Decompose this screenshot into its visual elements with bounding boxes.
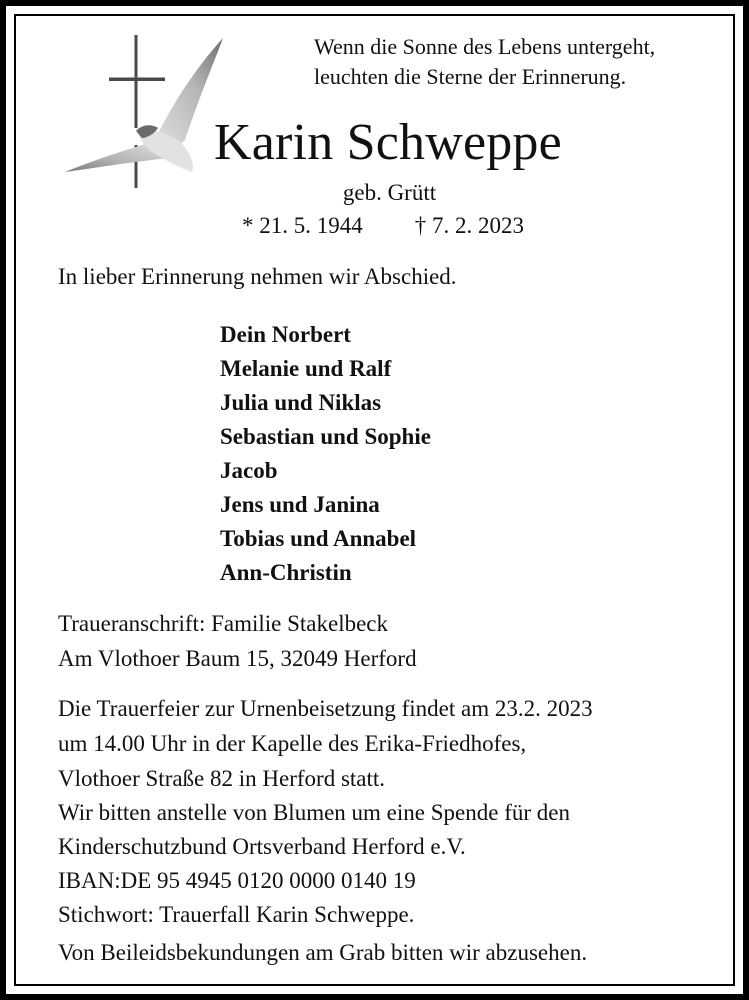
motto-line: Wenn die Sonne des Lebens untergeht, xyxy=(314,34,656,59)
ceremony-line: Vlothoer Straße 82 in Herford statt. xyxy=(58,766,386,791)
cross-icon xyxy=(109,35,165,188)
donation-info xyxy=(58,796,570,932)
mourner-item: Melanie und Ralf xyxy=(220,356,392,381)
mourning-address xyxy=(58,606,417,676)
ceremony-line: Die Trauerfeier zur Urnenbeisetzung findet am 23.2. 2023 xyxy=(58,696,593,721)
mourner-item: Tobias und Annabel xyxy=(220,526,417,551)
dove-icon xyxy=(65,38,223,172)
mourner-item: Jacob xyxy=(220,458,278,483)
mourner-item: Jens und Janina xyxy=(220,492,380,517)
mourner-item: Sebastian und Sophie xyxy=(220,424,431,449)
donation-line: Wir bitten anstelle von Blumen um eine Spende für den xyxy=(58,800,570,825)
life-dates xyxy=(242,211,524,241)
farewell-text: In lieber Erinnerung nehmen wir Abschied. xyxy=(58,264,457,289)
mourner-item: Dein Norbert xyxy=(220,322,351,347)
closing-note: Von Beileidsbekundungen am Grab bitten wir abzusehen. xyxy=(58,940,588,965)
death-date: † 7. 2. 2023 xyxy=(414,213,524,238)
maiden-name: geb. Grütt xyxy=(342,180,437,205)
motto-line: leuchten die Sterne der Erinnerung. xyxy=(314,64,627,89)
deceased-name: Karin Schweppe xyxy=(214,114,562,171)
cross-and-dove-icon xyxy=(55,30,240,195)
mourner-item: Ann-Christin xyxy=(220,560,352,585)
mourners-list xyxy=(220,318,431,590)
keyword-line: Stichwort: Trauerfall Karin Schweppe. xyxy=(58,902,415,927)
motto-quote xyxy=(314,32,655,92)
iban-line: IBAN:DE 95 4945 0120 0000 0140 19 xyxy=(58,868,416,893)
donation-line: Kinderschutzbund Ortsverband Herford e.V. xyxy=(58,834,466,859)
ceremony-line: um 14.00 Uhr in der Kapelle des Erika-Friedhofes, xyxy=(58,731,527,756)
address-line: Traueranschrift: Familie Stakelbeck xyxy=(58,611,389,636)
birth-date: * 21. 5. 1944 xyxy=(242,213,363,238)
address-line: Am Vlothoer Baum 15, 32049 Herford xyxy=(58,646,417,671)
ceremony-info xyxy=(58,691,593,796)
mourner-item: Julia und Niklas xyxy=(220,390,382,415)
